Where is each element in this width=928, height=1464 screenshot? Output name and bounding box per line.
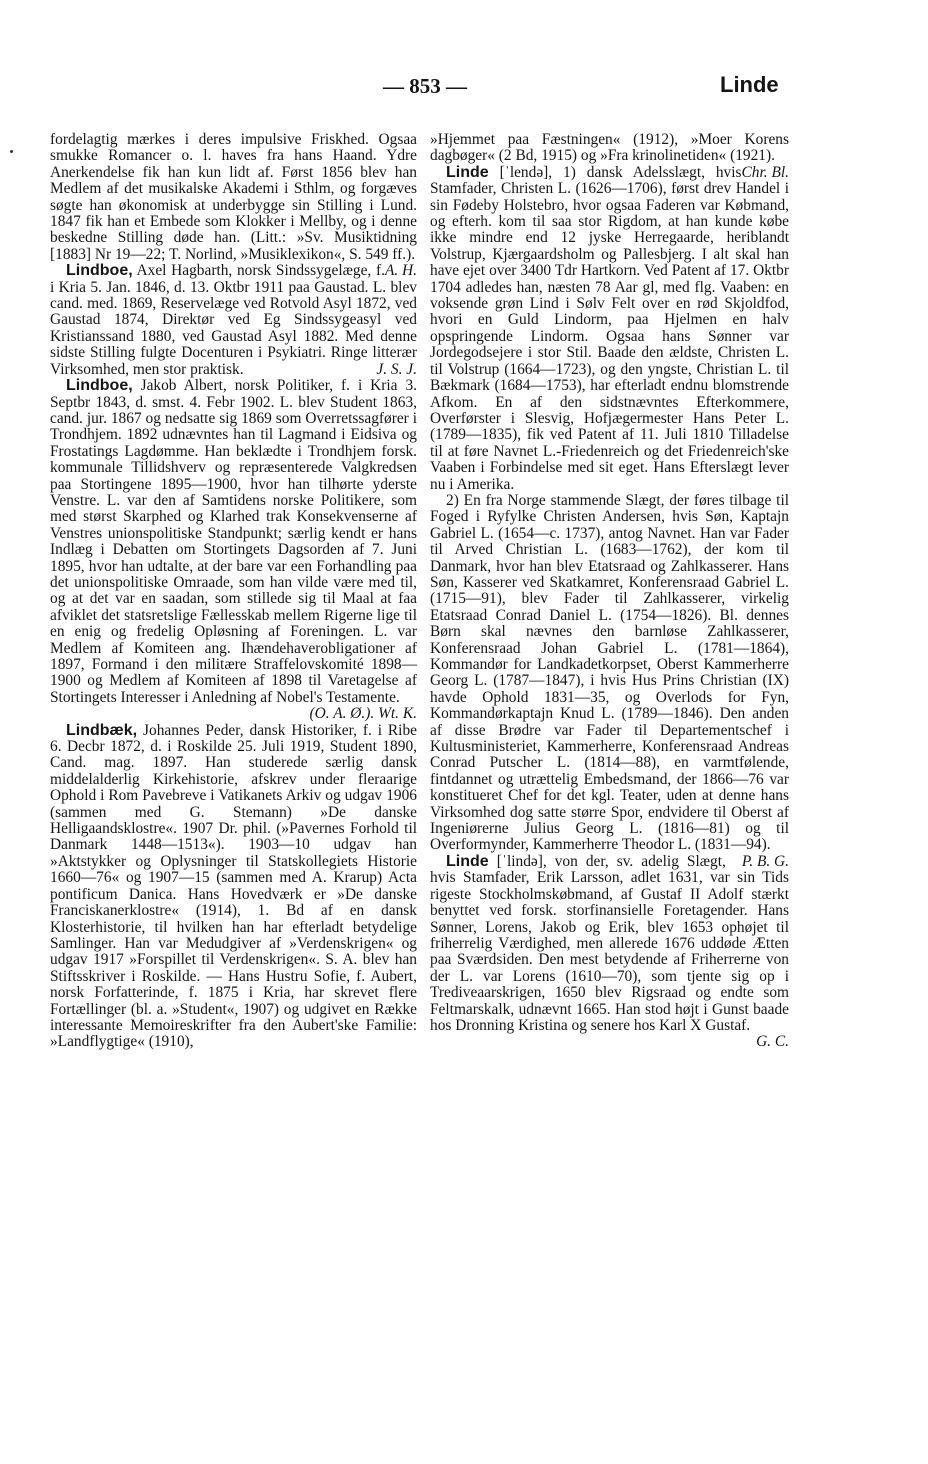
signature: Chr. Bl.: [741, 163, 789, 181]
signature: P. B. G.: [741, 852, 789, 870]
entry-linde-2: 2) En fra Norge stammende Slægt, der føres tilbage til Foged i Ryfylke Christen Andersen, hvis Søn, Kaptajn Gabriel L. (1654—c. 1737), antog Navnet. Han var Fader til Arved Christian L. (1683—1762), der kom til Danmark, hvor han blev Etatsraad og Zahlkasserer. Hans Søn, Kasserer ved Skatkamret, Konferensraad Gabriel L. (1715—91), blev Fader til Zahlkasserer, virkelig Etatsraad Conrad Daniel L. (1754—1826). Bl. dennes Børn skal nævnes den barnløse Zahlkasserer, Konferensraad Johan Gabriel L. (1781—1864), Kommandør for Landkadetkorpset, Oberst Kammerherre Georg L. (1787—1847), i hvis Hus Prins Christian (IX) havde Ophold 1831—35, og Overlods for Fyn, Kommandørkaptajn Knud L. (1789—1846). Den anden af disse Brødre var Fader til Departementschef i Kultusministeriet, Kammerherre, Konferensraad Andreas Conrad Putscher L. (1814—88), en varmtfølende, fintdannet og utrættelig Embedsmand, der 1866—76 var konstitueret Chef for det kgl. Teater, uden at denne hans Virksomhed dog satte større Spor, endvidere til Oberst af Ingeniørerne Julius Georg L. (1816—81) og til Overformynder, Kammerherre Theodor L. (1831—94). P. B. G.: [430, 491, 789, 870]
left-column: [50, 132, 417, 1051]
entry-continuation: »Hjemmet paa Fæstningen« (1912), »Moer Korens dagbøger« (2 Bd, 1915) og »Fra krinolinetiden« (1921). Chr. Bl.: [430, 131, 789, 181]
entry-lindboe-jakob: Lindboe, Jakob Albert, norsk Politiker, f. i Kria 3. Septbr 1843, d. smst. 4. Febr 1902. L. blev Student 1863, cand. jur. 1867 og nedsatte sig 1869 som Overretssagfører i Trondhjem. 1892 udnævntes han til Lagmand i Eidsiva og Frostatings Lagdømme. Han beklædte i Trondhjem forsk. kommunale Tillidshverv og repræsenterede Valgkredsen paa Stortingene 1895—1900, hvor han tilhørte yderste Venstre. L. var den af Samtidens norske Politikere, som med størst Skarphed og Klarhed trak Konsekvenserne af Venstres unionspolitiske Standpunkt; særlig kendt er hans Indlæg i Debatten om Stortingets Dagsorden af 7. Juni 1895, hvor han udtalte, at der bare var een Forhandling paa det unionspolitiske Omraade, som han vilde være med til, og at det var en saadan, som stillede sig til Maal at faa afviklet det statsretslige Fællesskab mellem Rigerne lige til en enig og fredelig Opløsning af Foreningen. L. var Medlem af Komiteen ang. Ihændehaverobligationer af 1897, Formand i den militære Straffelovskomité 1898—1900 og Medlem af Komiteen af 1898 til Varetagelse af Stortingets Interesser i Anledning af Nobel's Testamente.: [50, 377, 417, 706]
headword: Linde: [446, 852, 489, 870]
signature: (O. A. Ø.). Wt. K.: [309, 705, 417, 723]
right-column: [430, 132, 789, 1051]
margin-speck: [10, 150, 13, 153]
page-number: — 853 —: [383, 74, 467, 98]
entry-lindbaek: Lindbæk, Johannes Peder, dansk Historiker, f. i Ribe 6. Decbr 1872, d. i Roskilde 25. Juli 1919, Student 1890, Cand. mag. 1897. Han studerede særlig dansk middelalderlig Kirkehistorie, afskrev under fleraarige Ophold i Rom Pavebreve i Vatikanets Arkiv og udgav 1906 (sammen med G. Stemann) »De danske Helligaandsklostre«. 1907 Dr. phil. (»Pavernes Forhold til Danmark 1448—1513«). 1903—10 udgav han »Aktstykker og Oplysninger til Statskollegiets Historie 1660—76« og 1907—15 (sammen med A. Krarup) Acta pontificum Danica. Hans Hovedværk er »De danske Franciskanerklostre« (1914), 1. Bd af en dansk Klosterhistorie, til hvilken han har efterladt betydelige Samlinger. Han var Medudgiver af »Verdenskrigen« og udgav 1917 »Forspillet til Verdenskrigen«. S. A. blev han Stiftsskriver i Roskilde. — Hans Hustru Sofie, f. Aubert, norsk Forfatterinde, f. 1875 i Kria, har skrevet flere Fortællinger (bl. a. »Student«, 1907) og udgivet en Række interessante Memoireskrifter fra den Aubert'ske Familie: »Landflygtige« (1910),: [50, 721, 417, 1051]
headword: Lindboe,: [66, 377, 133, 395]
running-head: Linde: [720, 72, 779, 97]
entry-continuation: fordelagtig mærkes i deres impulsive Friskhed. Ogsaa smukke Romancer o. l. haves fra hans Haand. Ydre Anerkendelse fik han kun lidt af. Først 1856 blev han Medlem af det musikalske Akademi i Sthlm, og forgæves søgte han økonomisk at underbygge sin Stilling i Lund. 1847 fik han et Embede som Klokker i Mellby, og i denne beskedne Stilling døde han. (Litt.: »Sv. Musiktidning [1883] Nr 19—22; T. Norlind, »Musiklexikon«, S. 549 ff.). A. H.: [50, 131, 417, 280]
page-header: [0, 74, 928, 104]
headword: Lindboe,: [66, 262, 133, 280]
headword: Linde: [446, 163, 489, 181]
entry-lindboe-axel: Lindboe, Axel Hagbarth, norsk Sindssygelæge, f. i Kria 5. Jan. 1846, d. 13. Oktbr 1911 paa Gaustad. L. blev cand. med. 1869, Reservelæge ved Rotvold Asyl 1872, ved Gaustad 1874, Direktør ved Eg Sindssygeasyl ved Kristianssand 1880, ved Gaustad Asyl 1882. Med denne sidste Stilling fulgte Docenturen i Psykiatri. Ringe litterær Virksomhed, men stor praktisk. J. S. J.: [50, 262, 417, 378]
entry-linde-von-der: Linde [ˈlində], von der, sv. adelig Slægt, hvis Stamfader, Erik Larsson, adlet 1631, var sin Tids rigeste Stockholmskøbmand, af Gustaf II Adolf stærkt benyttet ved forsk. storfinansielle Foretagender. Hans Sønner, Lorens, Jakob og Erik, blev 1653 ophøjet til friherrelig Værdighed, men allerede 1676 uddøde Ætten paa Sværdsiden. Den mest betydende af Friherrerne von der L. var Lorens (1610—70), som tjente sig op i Trediveaarskrigen, 1650 blev Rigsraad og endte som Feltmarskalk, udnævnt 1665. Han stod højt i Gunst baade hos Dronning Kristina og senere hos Karl X Gustaf.: [430, 852, 789, 1034]
signature: A. H.: [384, 262, 417, 280]
entry-linde-1: Linde [ˈlendə], 1) dansk Adelsslægt, hvis Stamfader, Christen L. (1626—1706), først drev Handel i sin Fødeby Holstebro, hvor ogsaa Faderen var Købmand, og efterh. kom til saa stor Rigdom, at han kunde købe ikke mindre end 12 jyske Herregaarde, heriblandt Volstrup, Kjærgaardsholm og Pallesbjerg. I alt skal han have ejet over 3400 Tdr Hartkorn. Ved Patent af 17. Oktbr 1704 adledes han, næsten 78 Aar gl, med flg. Vaaben: en voksende grøn Lind i Sølv Felt over en rød Skjoldfod, hvori en Guld Lindorm, paa Hjelmen en halv opspringende Lindorm. Ogsaa hans Sønner var Jordegodsejere i stor Stil. Baade den ældste, Christen L. til Volstrup (1664—1723), og den yngste, Christian L. til Bækmark (1684—1753), har efterladt endnu blomstrende Afkom. En af den sidstnævntes Efterkommere, Overførster i Slesvig, Hofjægermester Hans Peter L. (1789—1835), fik ved Patent af 11. Juli 1810 Tilladelse til at føre Navnet L.-Friedenreich og det Friedenreich'ske Vaaben i Forbindelse med sit eget. Hans Efterslægt lever nu i Amerika.: [430, 163, 789, 493]
signature: G. C.: [756, 1033, 789, 1051]
headword: Lindbæk,: [66, 721, 138, 739]
signature: J. S. J.: [376, 360, 417, 378]
